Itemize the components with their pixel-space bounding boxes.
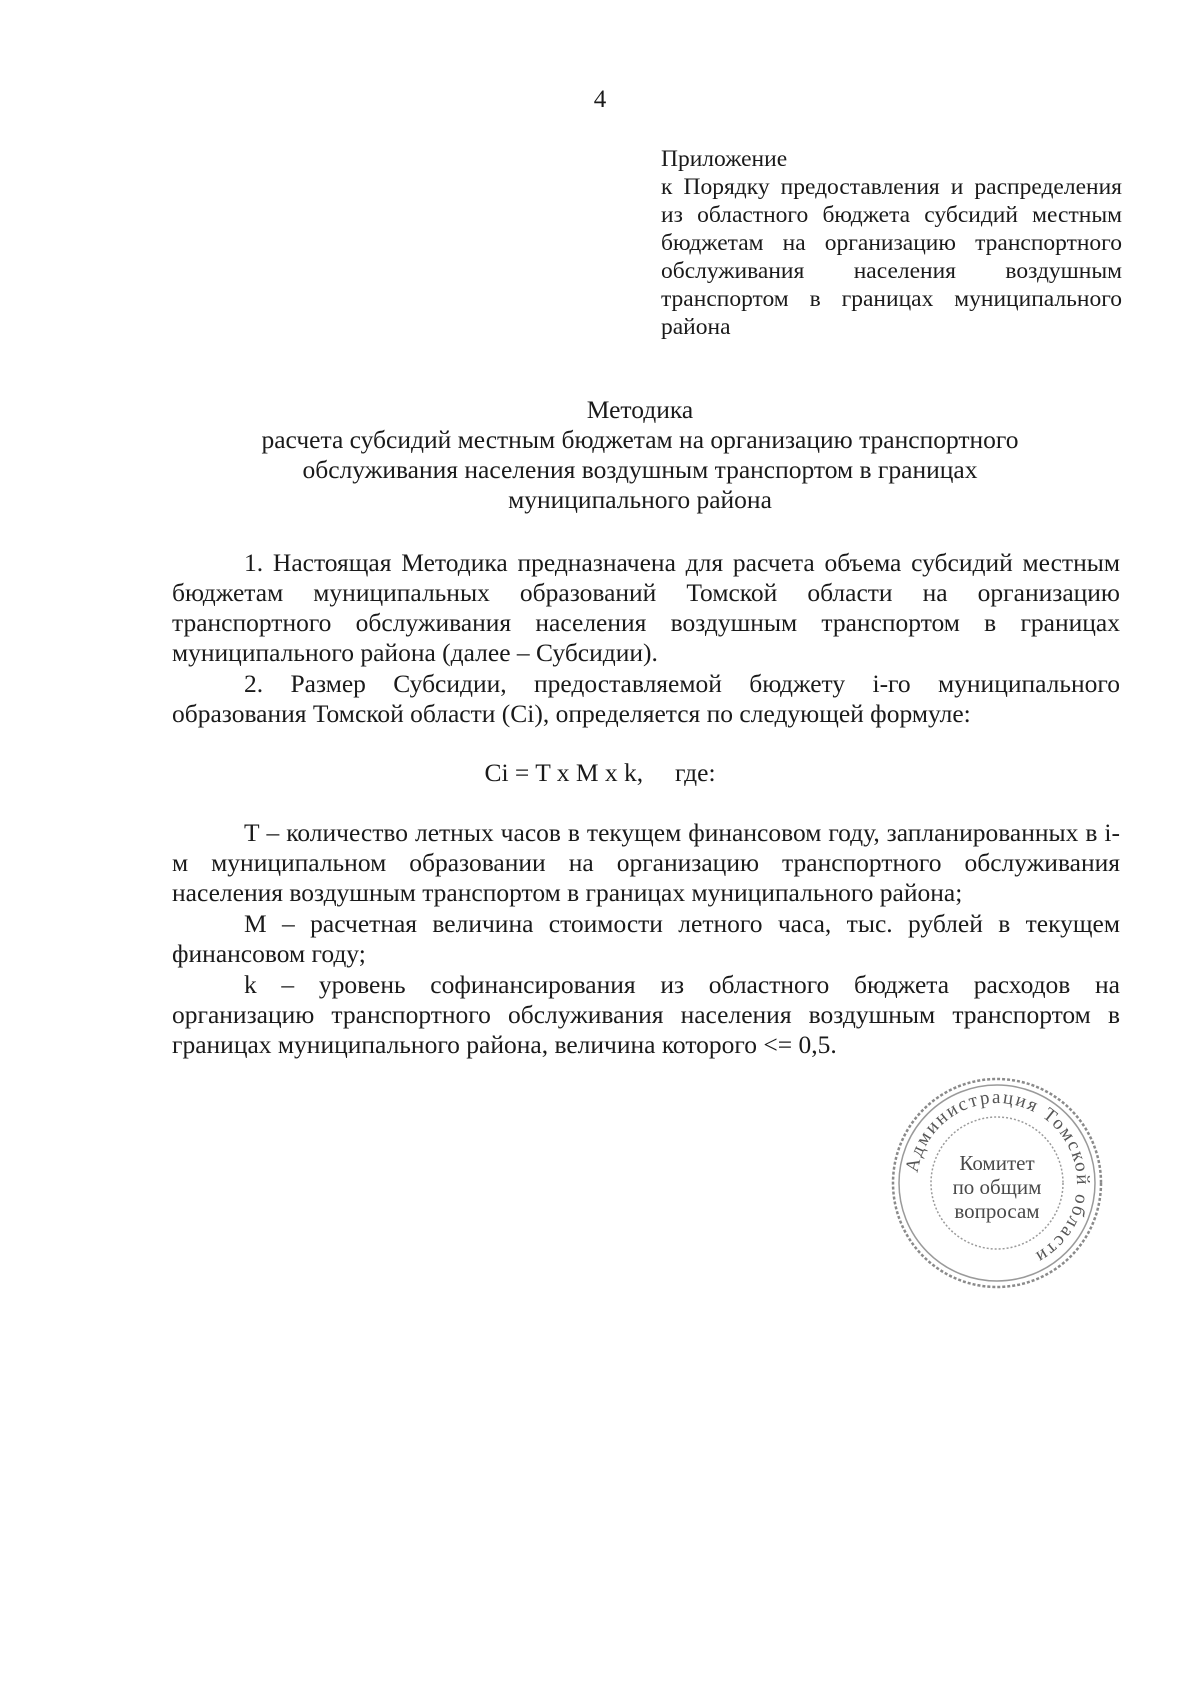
appendix-line: к Порядку предоставления и распределения bbox=[661, 174, 1122, 200]
definition-m: М – расчетная величина стоимости летного часа, тыс. рублей в текущем финансовом году; bbox=[172, 909, 1120, 968]
paragraph-1: 1. Настоящая Методика предназначена для расчета объема субсидий местным бюджетам муниципальных образований Томской области на организацию транспортного обслуживания населения воздушным транспортом в границах муниципального района (далее – Субсидии). bbox=[172, 548, 1120, 667]
stamp-ring-text: Администрация Томской области bbox=[901, 1086, 1094, 1269]
body-section-2 bbox=[172, 818, 1120, 1061]
title-line: обслуживания населения воздушным транспортом в границах bbox=[302, 455, 978, 484]
stamp-center-line: Комитет bbox=[959, 1151, 1035, 1175]
document-title bbox=[160, 395, 1120, 515]
title-line: Методика bbox=[586, 395, 694, 424]
stamp-seal-icon bbox=[888, 1074, 1106, 1292]
paragraph-2: 2. Размер Субсидии, предоставляемой бюджету i-го муниципального образования Томской области (Ci), определяется по следующей формуле: bbox=[172, 669, 1120, 728]
appendix-line: Приложение bbox=[661, 146, 788, 172]
appendix-line: обслуживания населения воздушным bbox=[661, 258, 1122, 284]
formula: Ci = T x M x k, где: bbox=[484, 758, 716, 787]
page-number: 4 bbox=[593, 86, 607, 113]
appendix-header bbox=[661, 145, 1122, 341]
stamp-center-line: по общим bbox=[952, 1175, 1042, 1199]
official-stamp bbox=[888, 1074, 1106, 1292]
appendix-line: транспортом в границах муниципального bbox=[661, 286, 1122, 312]
appendix-line: района bbox=[661, 314, 731, 340]
title-line: расчета субсидий местным бюджетам на организацию транспортного bbox=[261, 425, 1019, 454]
appendix-line: из областного бюджета субсидий местным bbox=[661, 202, 1122, 228]
definition-k: k – уровень софинансирования из областного бюджета расходов на организацию транспортного обслуживания населения воздушным транспортом в границах муниципального района, величина которого <= 0,5. bbox=[172, 970, 1120, 1059]
definition-t: Т – количество летных часов в текущем финансовом году, запланированных в i-м муниципальном образовании на организацию транспортного обслуживания населения воздушным транспортом в границах муниципального района; bbox=[172, 818, 1120, 907]
stamp-center-line: вопросам bbox=[954, 1199, 1040, 1223]
appendix-line: бюджетам на организацию транспортного bbox=[661, 230, 1122, 256]
title-line: муниципального района bbox=[508, 485, 772, 514]
body-section-1 bbox=[172, 548, 1120, 730]
